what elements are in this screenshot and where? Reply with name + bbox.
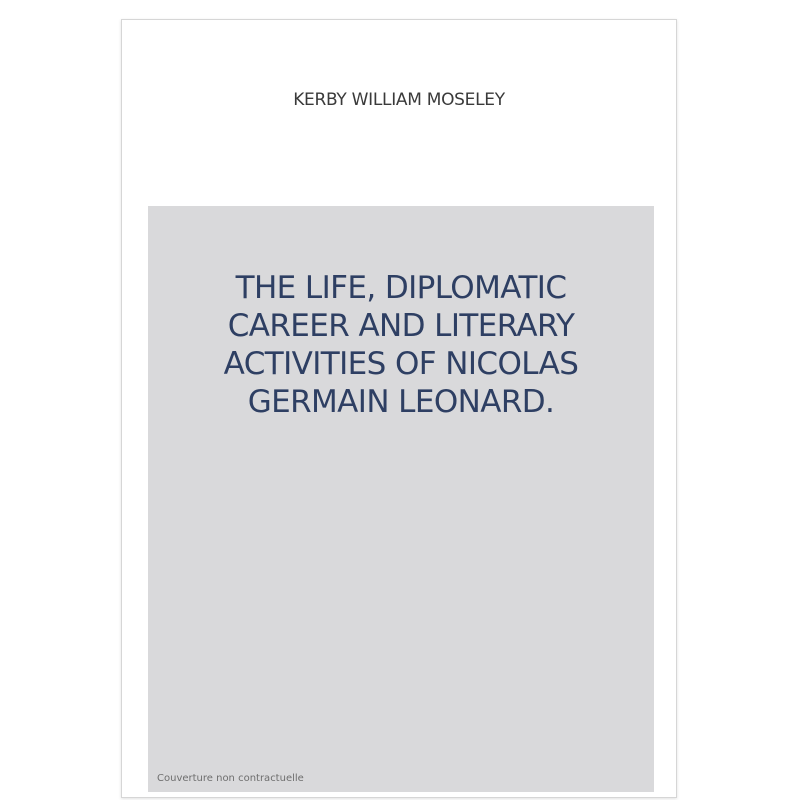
book-cover [121, 19, 677, 798]
title-panel [148, 206, 654, 792]
author-name: KERBY WILLIAM MOSELEY [293, 90, 505, 110]
book-title: THE LIFE, DIPLOMATIC CAREER AND LITERARY ACTIVITIES OF NICOLAS GERMAIN LEONARD. [223, 270, 579, 420]
cover-disclaimer: Couverture non contractuelle [157, 773, 304, 784]
